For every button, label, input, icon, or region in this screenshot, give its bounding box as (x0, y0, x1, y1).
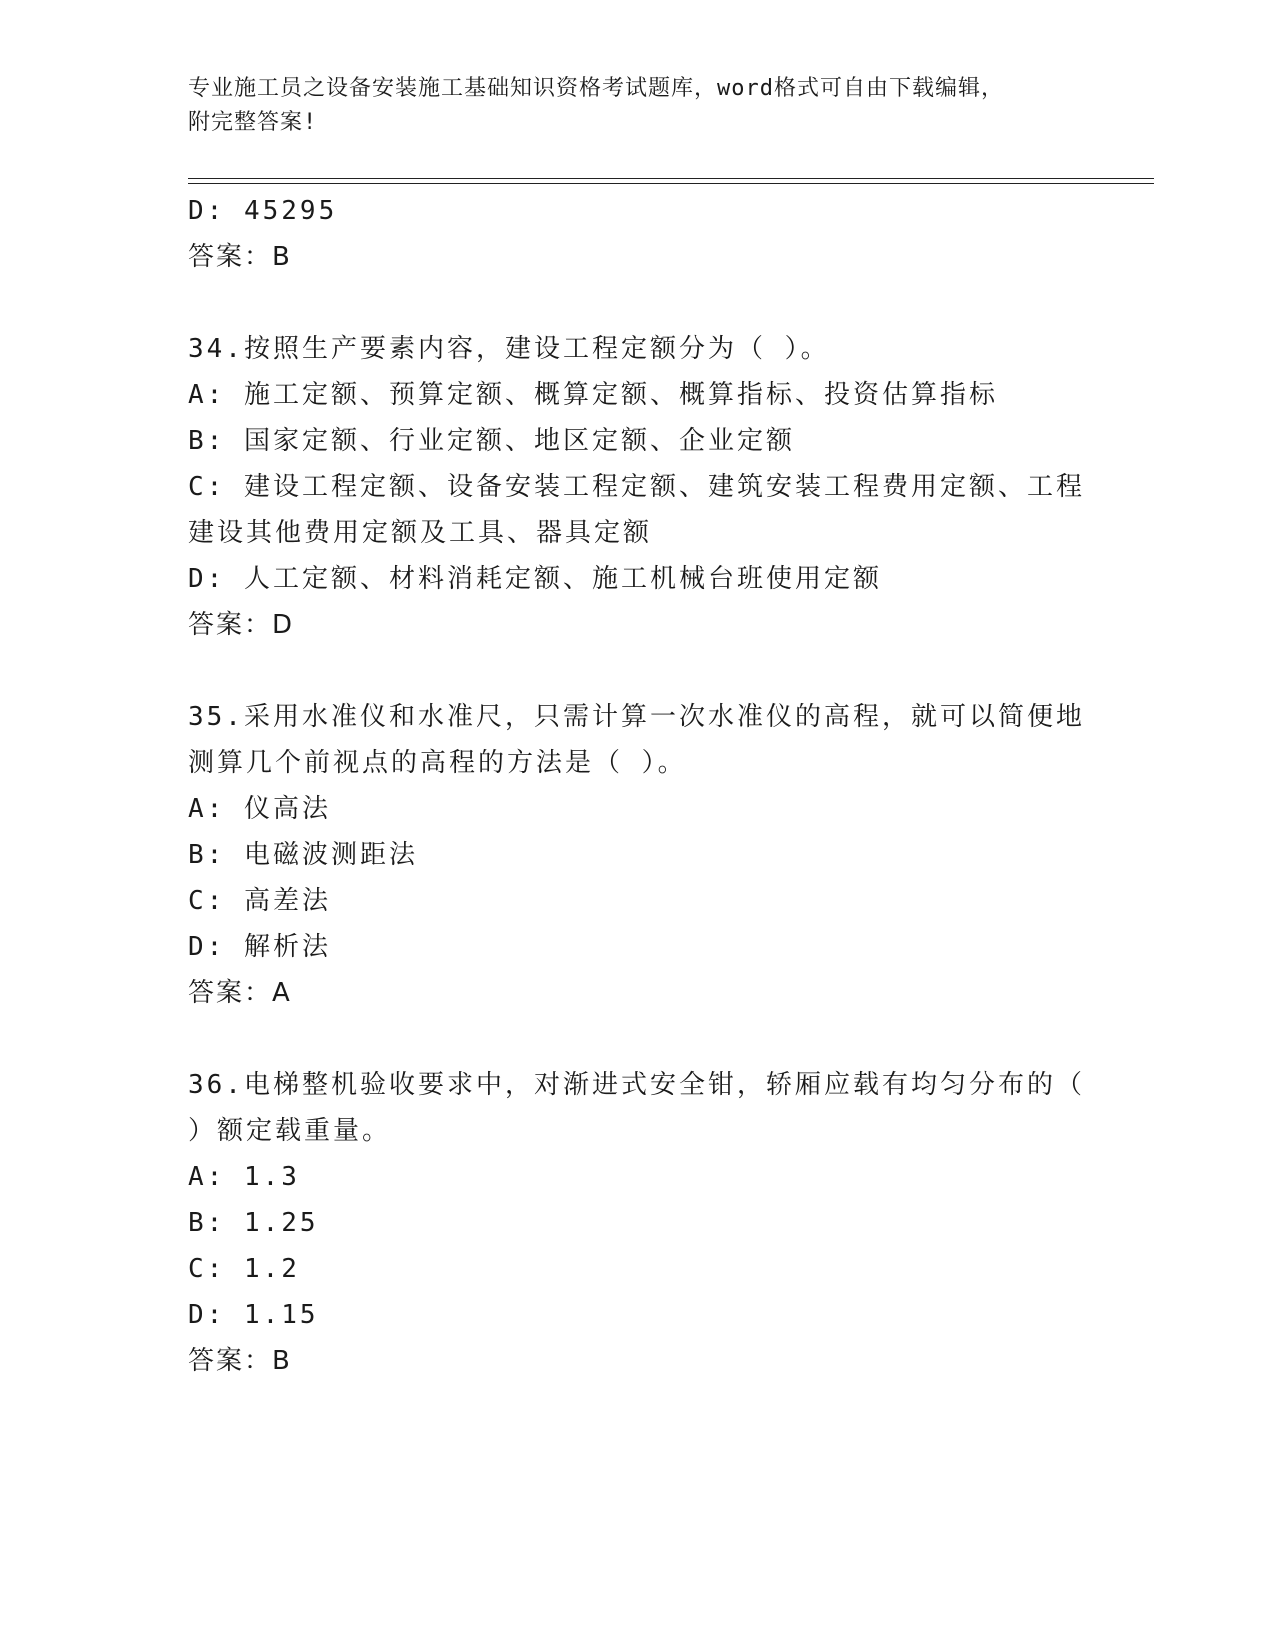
option-a: A: 施工定额、预算定额、概算定额、概算指标、投资估算指标 (188, 380, 998, 410)
document-header (188, 72, 1088, 140)
option-c: C: 高差法 (188, 886, 331, 916)
header-rule-top (188, 178, 1154, 179)
question-36 (188, 1062, 1088, 1384)
option-a: A: 仪高法 (188, 794, 331, 824)
question-content (188, 188, 1088, 1384)
option-d: D: 人工定额、材料消耗定额、施工机械台班使用定额 (188, 564, 882, 594)
option-b: B: 国家定额、行业定额、地区定额、企业定额 (188, 426, 795, 456)
question-stem: 34.按照生产要素内容，建设工程定额分为（ ）。 (188, 334, 830, 364)
answer: 答案：A (188, 978, 292, 1008)
prev-option-d: D: 45295 (188, 196, 338, 226)
question-35 (188, 694, 1088, 1016)
spacer (188, 1016, 1088, 1062)
question-stem: 35.采用水准仪和水准尺，只需计算一次水准仪的高程，就可以简便地 (188, 702, 1085, 732)
answer: 答案：D (188, 610, 295, 640)
answer: 答案：B (188, 1346, 292, 1376)
option-c-cont: 建设其他费用定额及工具、器具定额 (188, 518, 653, 548)
option-d: D: 解析法 (188, 932, 331, 962)
question-stem-cont: ）额定载重量。 (188, 1116, 392, 1146)
prev-answer: 答案：B (188, 242, 292, 272)
question-stem: 36.电梯整机验收要求中，对渐进式安全钳，轿厢应载有均匀分布的（ (188, 1070, 1085, 1100)
header-rule-bottom (188, 183, 1154, 184)
option-c: C: 1.2 (188, 1254, 300, 1284)
question-stem-cont: 测算几个前视点的高程的方法是（ ）。 (188, 748, 687, 778)
option-b: B: 1.25 (188, 1208, 319, 1238)
option-b: B: 电磁波测距法 (188, 840, 418, 870)
option-a: A: 1.3 (188, 1162, 300, 1192)
option-d: D: 1.15 (188, 1300, 319, 1330)
question-34 (188, 326, 1088, 648)
option-c: C: 建设工程定额、设备安装工程定额、建筑安装工程费用定额、工程 (188, 472, 1085, 502)
spacer (188, 280, 1088, 326)
header-line-1: 专业施工员之设备安装施工基础知识资格考试题库，word格式可自由下载编辑， (188, 76, 1004, 101)
header-line-2: 附完整答案! (188, 110, 318, 135)
spacer (188, 648, 1088, 694)
